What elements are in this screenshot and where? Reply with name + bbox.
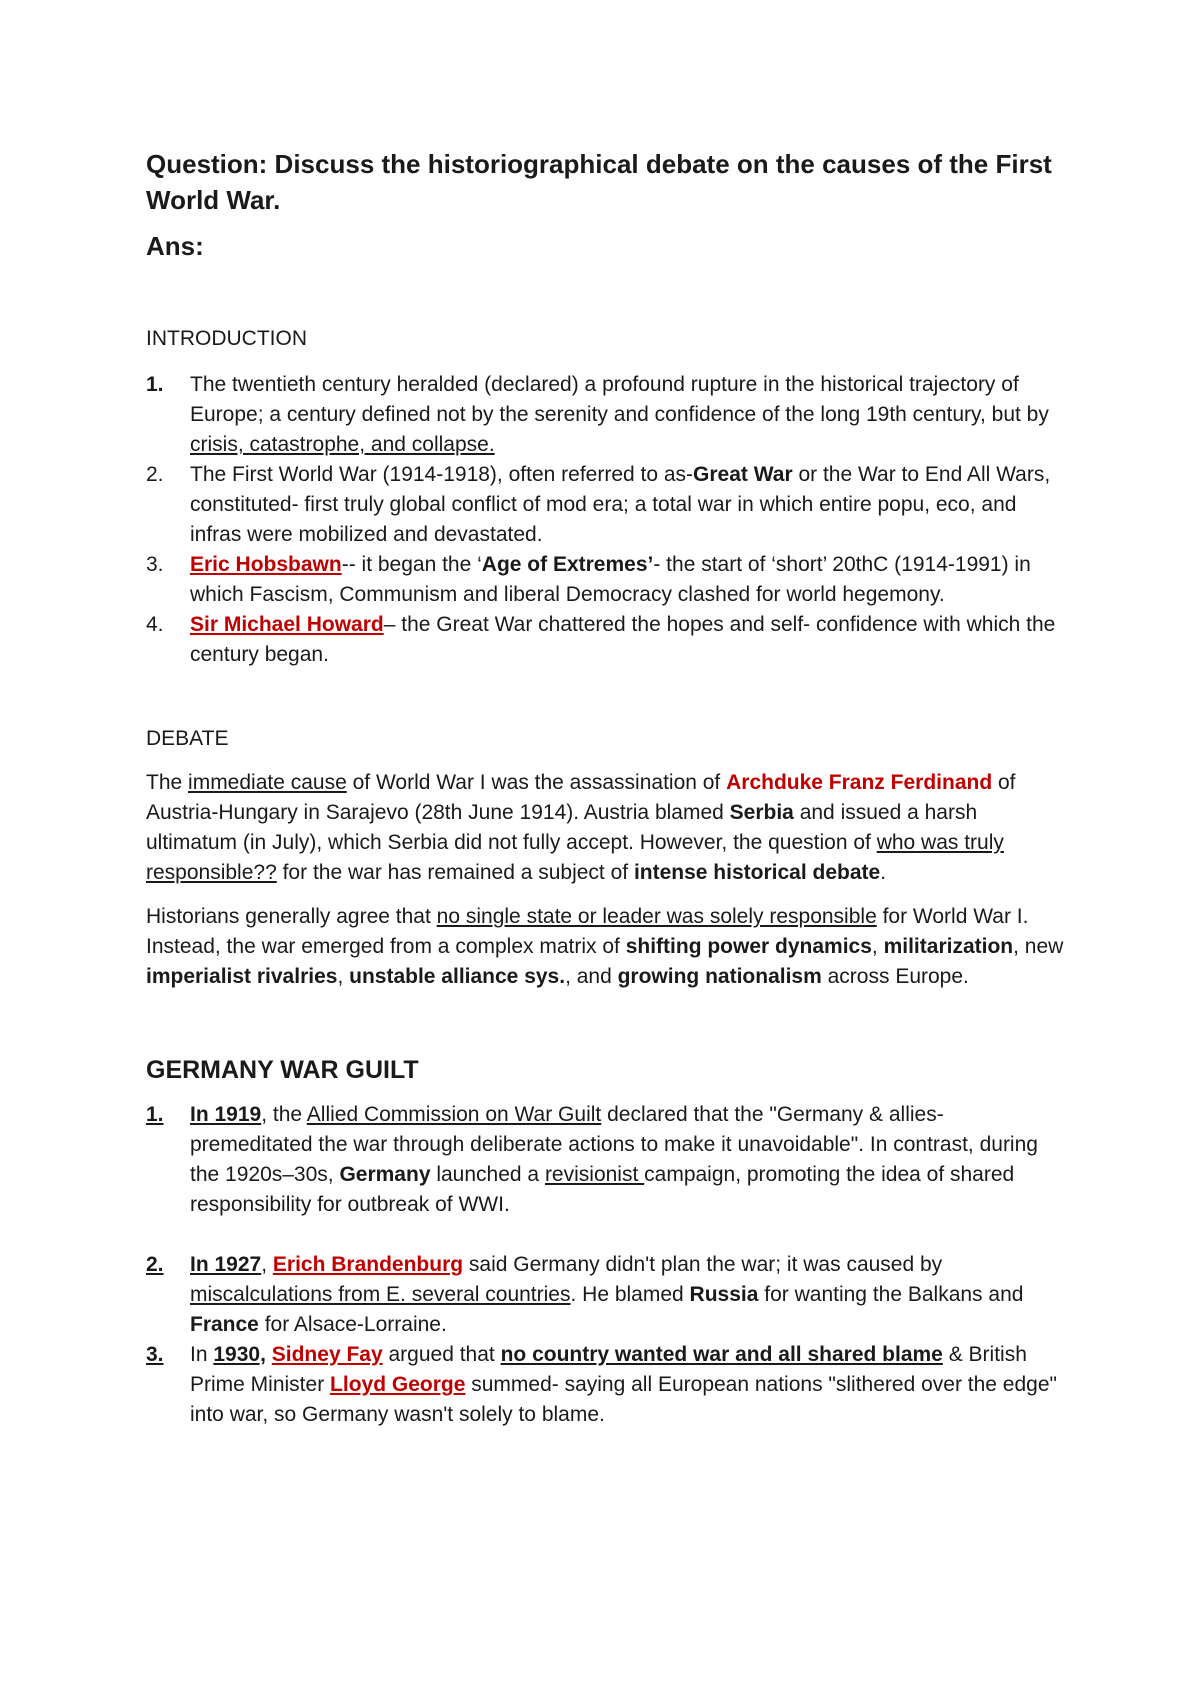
item-text: – the Great War chattered the hopes and self- confidence with which the century began. [190, 613, 1056, 666]
historian-name: Eric Hobsbawn [190, 553, 342, 576]
item-underlined-text: miscalculations from E. several countries [190, 1283, 571, 1306]
item-text: or the War to End All Wars, constituted- first truly global conflict of mod era; a total war in which entire popu, eco, and infras were mobilized and devastated. [190, 463, 1051, 546]
para-text: , [337, 965, 350, 988]
para-text: . [880, 861, 887, 884]
item-text: & British Prime Minister [190, 1343, 1027, 1396]
item-bold-text: France [190, 1313, 259, 1336]
year-label: In 1919 [190, 1103, 262, 1126]
year-label: 1930, [213, 1343, 266, 1366]
para-text: for World War I. Instead, the war emerged from a complex matrix of [146, 905, 1029, 958]
list-item [146, 1100, 1066, 1220]
debate-paragraph-1 [146, 768, 1066, 888]
germany-war-guilt-heading: GERMANY WAR GUILT [146, 1056, 419, 1084]
answer-label: Ans: [146, 231, 204, 261]
list-item [146, 370, 1066, 460]
item-text: for wanting the Balkans and [758, 1283, 1024, 1306]
list-number: 4. [146, 613, 164, 636]
item-underlined-text: Allied Commission on War Guilt [306, 1103, 602, 1126]
item-text: - the start of ‘short’ 20thC (1914-1991) in which Fascism, Communism and liberal Democracy clashed for world hegemony. [190, 553, 1031, 606]
item-bold-text: Great War [693, 463, 793, 486]
list-number: 3. [146, 1343, 164, 1366]
para-text: of World War I was the assassination of [346, 771, 727, 794]
para-bold-text: growing nationalism [617, 965, 822, 988]
item-text: for Alsace-Lorraine. [258, 1313, 447, 1336]
item-bold-text: Age of Extremes’ [481, 553, 654, 576]
para-text: Historians generally agree that [146, 905, 437, 928]
list-number: 1. [146, 373, 164, 396]
person-name: Archduke Franz Ferdinand [726, 771, 993, 794]
para-bold-text: militarization [883, 935, 1014, 958]
item-bold-text: Germany [339, 1163, 431, 1186]
para-text: of Austria-Hungary in Sarajevo (28th June 1914). Austria blamed [146, 771, 1016, 824]
list-number: 2. [146, 1253, 164, 1276]
year-label: In 1927 [190, 1253, 262, 1276]
item-text: campaign, promoting the idea of shared responsibility for outbreak of WWI. [190, 1163, 1015, 1216]
list-item [146, 460, 1066, 550]
para-text: , new [1013, 935, 1064, 958]
debate-heading: DEBATE [146, 727, 229, 750]
para-text: , and [565, 965, 618, 988]
item-text: said Germany didn't plan the war; it was caused by [463, 1253, 943, 1276]
para-underlined-text: who was truly responsible?? [146, 831, 1004, 884]
item-text: . He blamed [570, 1283, 690, 1306]
para-bold-text: unstable alliance sys. [349, 965, 566, 988]
list-number: 1. [146, 1103, 164, 1126]
list-item [146, 1340, 1066, 1430]
item-underlined-text: revisionist [544, 1163, 645, 1186]
item-text: -- it began the ‘ [341, 553, 482, 576]
historian-name: Sidney Fay [271, 1343, 383, 1366]
introduction-list [146, 370, 1066, 670]
historian-name: Sir Michael Howard [190, 613, 384, 636]
list-item [146, 610, 1066, 670]
item-text: launched a [430, 1163, 545, 1186]
list-item [146, 1250, 1066, 1340]
para-bold-text: Serbia [729, 801, 794, 824]
item-text: In [190, 1343, 214, 1366]
para-text: , [871, 935, 884, 958]
para-text: The [146, 771, 189, 794]
list-number: 2. [146, 463, 164, 486]
para-text: across Europe. [821, 965, 969, 988]
para-bold-text: imperialist rivalries [146, 965, 338, 988]
debate-paragraph-2 [146, 902, 1066, 992]
item-bold-underlined-text: no country wanted war and all shared blame [500, 1343, 943, 1366]
introduction-heading: INTRODUCTION [146, 327, 307, 350]
item-underlined-text: crisis, catastrophe, and collapse. [190, 433, 495, 456]
para-bold-text: intense historical debate [633, 861, 881, 884]
item-text: The First World War (1914-1918), often referred to as- [190, 463, 694, 486]
item-text: summed- saying all European nations "slithered over the edge" into war, so Germany wasn't solely to blame. [190, 1373, 1057, 1426]
question-title: Question: Discuss the historiographical debate on the causes of the First World War. [146, 149, 1052, 215]
historian-name: Erich Brandenburg [272, 1253, 464, 1276]
list-item [146, 550, 1066, 610]
document-body [146, 146, 1066, 1430]
item-text: argued that [382, 1343, 501, 1366]
para-text: for the war has remained a subject of [276, 861, 634, 884]
para-text: and issued a harsh ultimatum (in July), which Serbia did not fully accept. However, the question of [146, 801, 978, 854]
para-underlined-text: no single state or leader was solely responsible [436, 905, 877, 928]
item-bold-text: Russia [689, 1283, 759, 1306]
para-bold-text: shifting power dynamics [625, 935, 872, 958]
list-number: 3. [146, 553, 164, 576]
item-text: , [261, 1253, 273, 1276]
item-text: declared that the "Germany & allies- premeditated the war through deliberate actions to make it unavoidable". In contrast, during the 1920s–30s, [190, 1103, 1038, 1186]
item-text: The twentieth century heralded (declared) a profound rupture in the historical trajectory of Europe; a century defined not by the serenity and confidence of the long 19th century, but by [190, 373, 1049, 426]
statesman-name: Lloyd George [330, 1373, 466, 1396]
para-underlined-text: immediate cause [188, 771, 347, 794]
germany-war-guilt-list [146, 1100, 1066, 1430]
item-text: , the [261, 1103, 307, 1126]
